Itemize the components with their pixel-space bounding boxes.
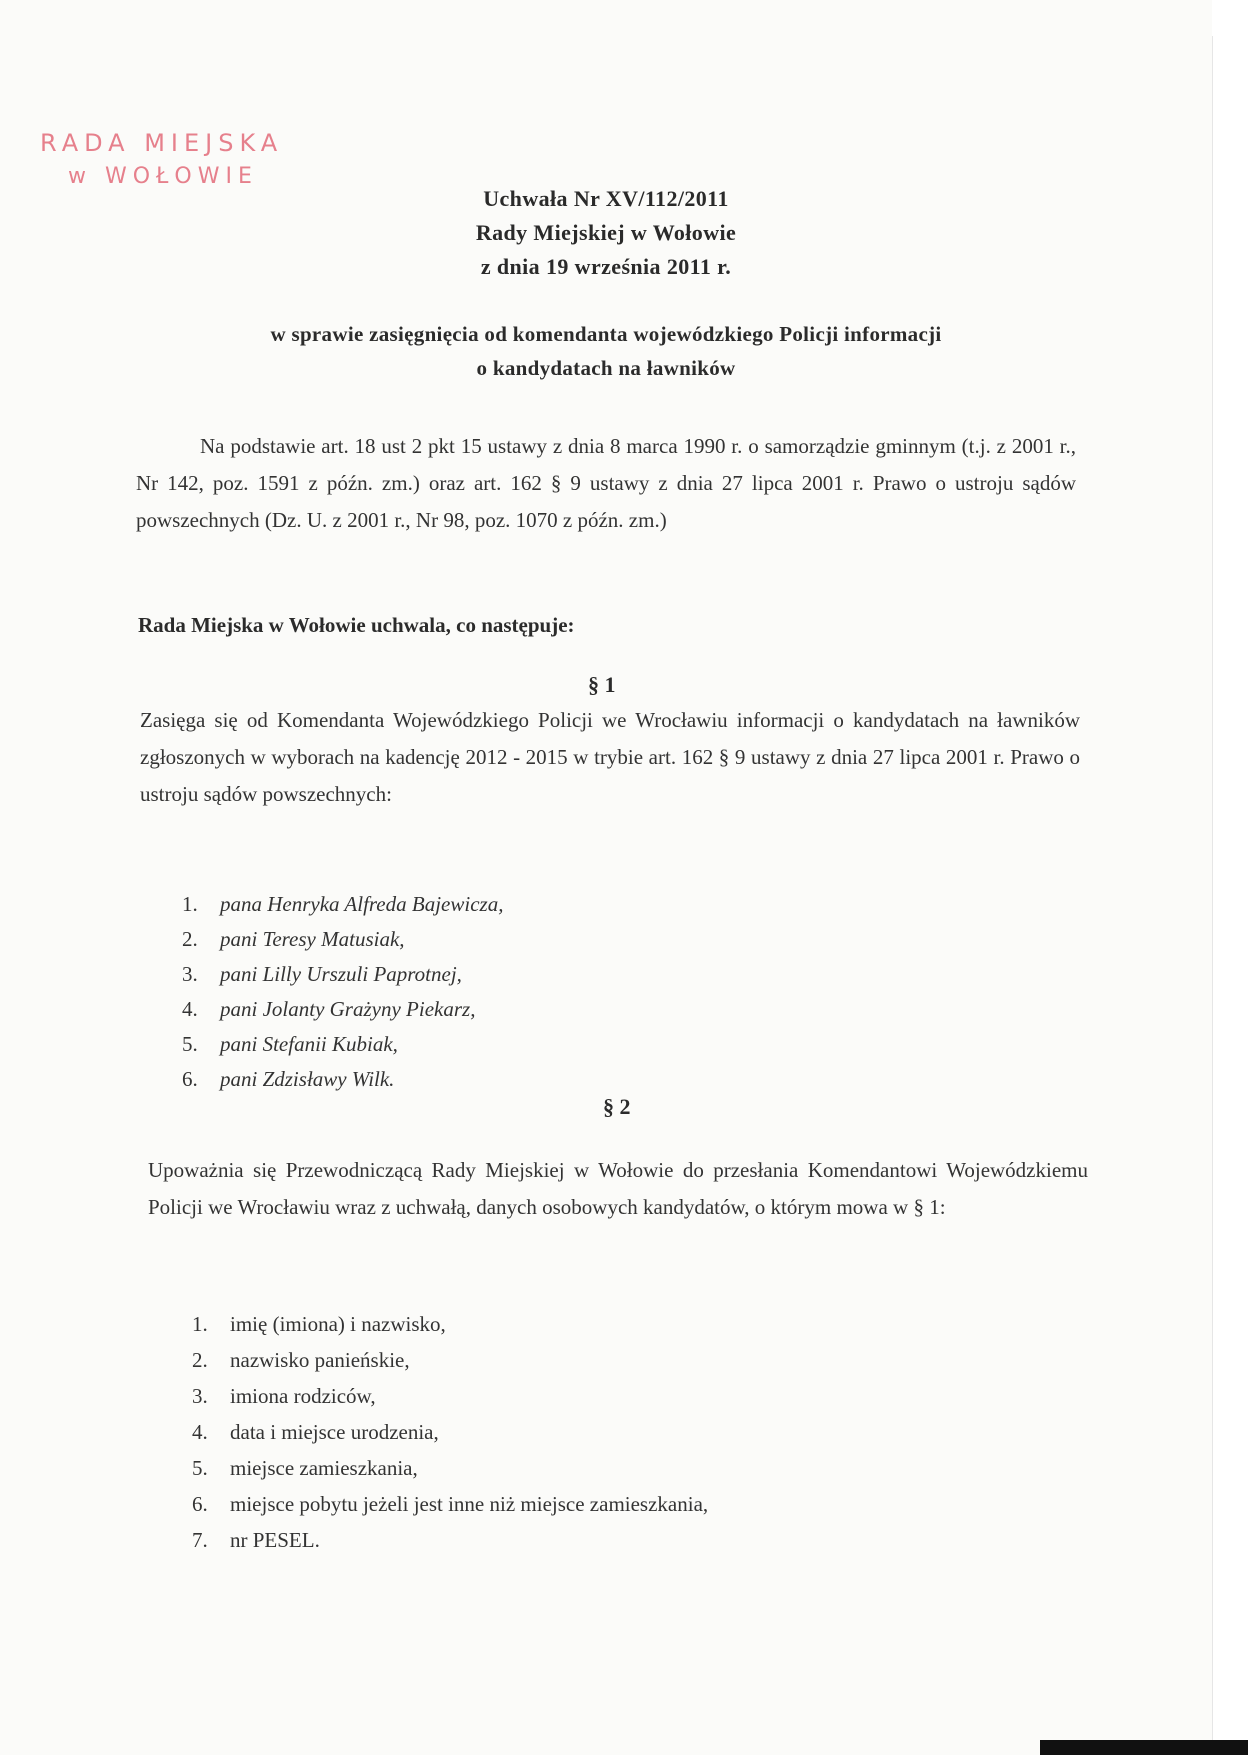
list-item: 2. pani Teresy Matusiak,	[182, 927, 405, 951]
list-item: 3. imiona rodziców,	[192, 1384, 376, 1408]
subject-line-2: o kandydatach na ławników	[476, 356, 736, 380]
list-item: 5. miejsce zamieszkania,	[192, 1456, 418, 1480]
list-item: 5. pani Stefanii Kubiak,	[182, 1032, 398, 1056]
list-item: 1. pana Henryka Alfreda Bajewicza,	[182, 892, 504, 916]
list-item: 6. pani Zdzisławy Wilk.	[182, 1067, 395, 1091]
list-item: 6. miejsce pobytu jeżeli jest inne niż miejsce zamieszkania,	[192, 1492, 709, 1516]
scan-margin	[1212, 36, 1248, 1755]
legal-basis-paragraph: Na podstawie art. 18 ust 2 pkt 15 ustawy z dnia 8 marca 1990 r. o samorządzie gminnym (t.j. z 2001 r., Nr 142, poz. 1591 z późn. zm.) oraz art. 162 § 9 ustawy z dnia 27 lipca 2001 r. Prawo o ustroju sądów powszechnych (Dz. U. z 2001 r., Nr 98, poz. 1070 z późn. zm.)	[136, 434, 1076, 532]
council-stamp	[40, 126, 283, 194]
personal-data-list	[192, 1312, 892, 1564]
stamp-line-1: RADA MIEJSKA	[40, 129, 284, 157]
list-item: 7. nr PESEL.	[192, 1528, 320, 1552]
list-item: 4. data i miejsce urodzenia,	[192, 1420, 439, 1444]
resolves-statement: Rada Miejska w Wołowie uchwala, co następuje:	[138, 613, 575, 637]
section-2-text: Upoważnia się Przewodniczącą Rady Miejskiej w Wołowie do przesłania Komendantowi Wojewódzkiemu Policji we Wrocławiu wraz z uchwałą, danych osobowych kandydatów, o którym mowa w § 1:	[148, 1158, 1088, 1219]
list-item: 3. pani Lilly Urszuli Paprotnej,	[182, 962, 462, 986]
stamp-line-2: w WOŁOWIE	[68, 164, 258, 189]
section-2-mark: § 2	[603, 1094, 631, 1119]
section-1-mark: § 1	[588, 672, 616, 697]
subject-line-1: w sprawie zasięgnięcia od komendanta wojewódzkiego Policji informacji	[270, 322, 942, 346]
resolution-date: z dnia 19 września 2011 r.	[480, 254, 732, 279]
list-item: 4. pani Jolanty Grażyny Piekarz,	[182, 997, 476, 1021]
resolution-number: Uchwała Nr XV/112/2011	[483, 186, 729, 211]
scan-border	[1040, 1740, 1248, 1755]
list-item: 1. imię (imiona) i nazwisko,	[192, 1312, 446, 1336]
list-item: 2. nazwisko panieńskie,	[192, 1348, 410, 1372]
council-name: Rady Miejskiej w Wołowie	[475, 220, 737, 245]
candidates-list	[182, 892, 742, 1102]
section-1-text: Zasięga się od Komendanta Wojewódzkiego Policji we Wrocławiu informacji o kandydatach na ławników zgłoszonych w wyborach na kadencję 2012 - 2015 w trybie art. 162 § 9 ustawy z dnia 27 lipca 2001 r. Prawo o ustroju sądów powszechnych:	[140, 708, 1080, 806]
